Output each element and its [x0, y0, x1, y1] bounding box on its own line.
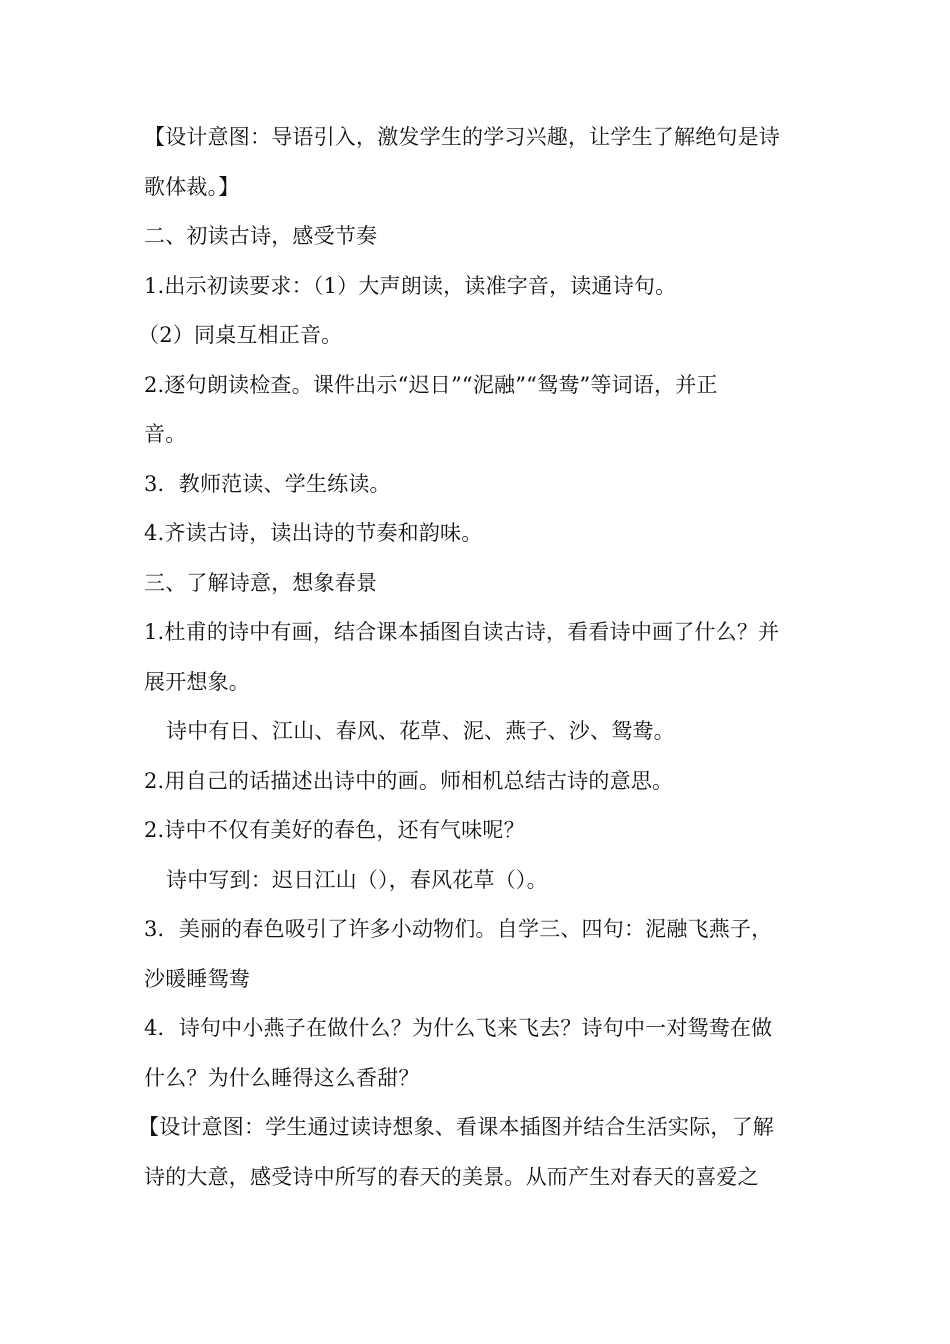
swallow-question-line-1: 4．诗句中小燕子在做什么？为什么飞来飞去？诗句中一对鸳鸯在做 [144, 1016, 773, 1040]
section-heading-2: 二、初读古诗，感受节奏 [144, 224, 378, 248]
poem-image-question-line-2: 展开想象。 [144, 669, 250, 694]
step-2-line-2: 音。 [144, 422, 187, 446]
step-3-line: 3．教师范读、学生练读。 [144, 471, 391, 496]
step-2-line-1: 2.逐句朗读检查。课件出示“迟日”“泥融”“鸳鸯”等词语，并正 [144, 372, 718, 397]
design-intent-line-1: 【设计意图：导语引入，激发学生的学习兴趣，让学生了解绝句是诗 [144, 125, 780, 149]
document-body [138, 113, 810, 1202]
describe-poem-line: 2.用自己的话描述出诗中的画。师相机总结古诗的意思。 [144, 768, 674, 793]
requirement-2-line: （2）同桌互相正音。 [138, 323, 343, 347]
section-heading-3: 三、了解诗意，想象春景 [144, 570, 378, 595]
poem-elements-line: 诗中有日、江山、春风、花草、泥、燕子、沙、鸳鸯。 [166, 719, 675, 743]
step-1-reading-requirements: 1.出示初读要求：（1）大声朗读，读准字音，读通诗句。 [144, 273, 677, 298]
step-4-line: 4.齐读古诗，读出诗的节奏和韵味。 [144, 521, 483, 545]
study-lines-3-4-line-2: 沙暖睡鸳鸯 [144, 966, 250, 991]
poem-image-question-line-1: 1.杜甫的诗中有画，结合课本插图自读古诗，看看诗中画了什么？并 [144, 620, 780, 644]
study-lines-3-4-line-1: 3．美丽的春色吸引了许多小动物们。自学三、四句：泥融飞燕子， [144, 917, 773, 941]
design-intent-2-line-2: 诗的大意，感受诗中所写的春天的美景。从而产生对春天的喜爱之 [144, 1164, 759, 1189]
poem-fragrance-question-line: 2.诗中不仅有美好的春色，还有气味呢？ [144, 818, 525, 842]
design-intent-2-line-1: 【设计意图：学生通过读诗想象、看课本插图并结合生活实际，了解 [138, 1115, 774, 1139]
design-intent-line-2: 歌体裁。】 [144, 174, 240, 199]
fill-in-blank-line: 诗中写到：迟日江山（），春风花草（）。 [166, 867, 548, 892]
swallow-question-line-2: 什么？为什么睡得这么香甜？ [144, 1065, 420, 1090]
